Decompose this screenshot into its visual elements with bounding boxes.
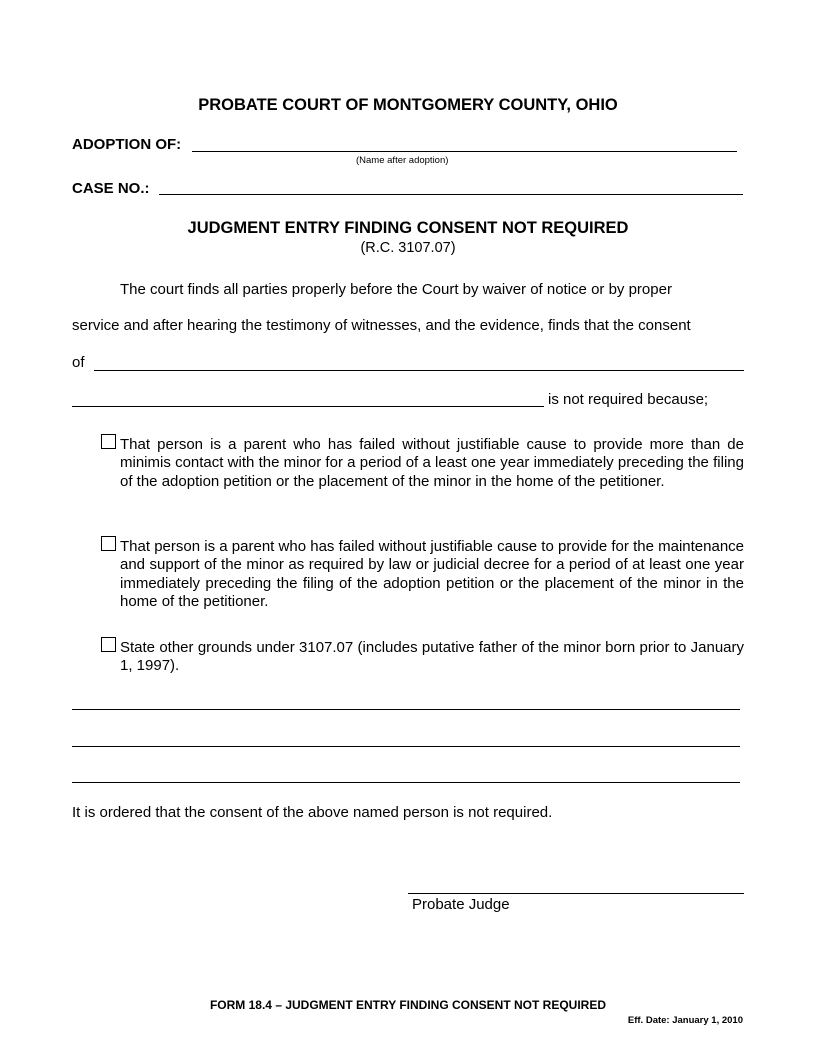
- judge-signature-line[interactable]: [408, 893, 744, 894]
- adoption-of-label: ADOPTION OF:: [72, 136, 182, 153]
- statute-reference: (R.C. 3107.07): [360, 240, 456, 256]
- option-1-checkbox[interactable]: [101, 434, 116, 449]
- other-grounds-line-1[interactable]: [72, 709, 740, 710]
- findings-line-2: service and after hearing the testimony of witnesses, and the evidence, finds that the consent: [72, 317, 691, 334]
- court-title: PROBATE COURT OF MONTGOMERY COUNTY, OHIO: [198, 96, 618, 114]
- option-2-text: That person is a parent who has failed without justifiable cause to provide for the maintenance and support of the minor as required by law or judicial decree for a period of at least one year immediately preceding the filing of the adoption petition or the placement of the minor in the home of the petitioner.: [120, 538, 744, 611]
- person-name-field[interactable]: [94, 370, 744, 371]
- other-grounds-line-2[interactable]: [72, 746, 740, 747]
- not-required-label: is not required because;: [548, 391, 709, 408]
- order-text: It is ordered that the consent of the above named person is not required.: [72, 804, 553, 821]
- other-grounds-line-3[interactable]: [72, 782, 740, 783]
- option-3-checkbox[interactable]: [101, 637, 116, 652]
- entry-title: JUDGMENT ENTRY FINDING CONSENT NOT REQUIRED: [187, 219, 629, 237]
- of-label: of: [72, 354, 85, 371]
- adoption-name-field[interactable]: [192, 151, 737, 152]
- option-1-text: That person is a parent who has failed without justifiable cause to provide more than de minimis contact with the minor for a period of a least one year immediately preceding the filing of the adoption petition or the placement of the minor in the home of the petitioner.: [120, 436, 744, 490]
- person-name-field-continued[interactable]: [72, 406, 544, 407]
- option-3-text: State other grounds under 3107.07 (includes putative father of the minor born prior to January 1, 1997).: [120, 639, 744, 675]
- case-no-field[interactable]: [159, 194, 743, 195]
- footer-form-title: FORM 18.4 – JUDGMENT ENTRY FINDING CONSENT NOT REQUIRED: [209, 998, 607, 1012]
- findings-line-1: The court finds all parties properly before the Court by waiver of notice or by proper: [120, 281, 672, 298]
- name-after-adoption-hint: (Name after adoption): [356, 155, 449, 166]
- case-no-label: CASE NO.:: [72, 180, 150, 197]
- effective-date: Eff. Date: January 1, 2010: [627, 1015, 743, 1026]
- option-2-checkbox[interactable]: [101, 536, 116, 551]
- probate-judge-label: Probate Judge: [412, 896, 510, 913]
